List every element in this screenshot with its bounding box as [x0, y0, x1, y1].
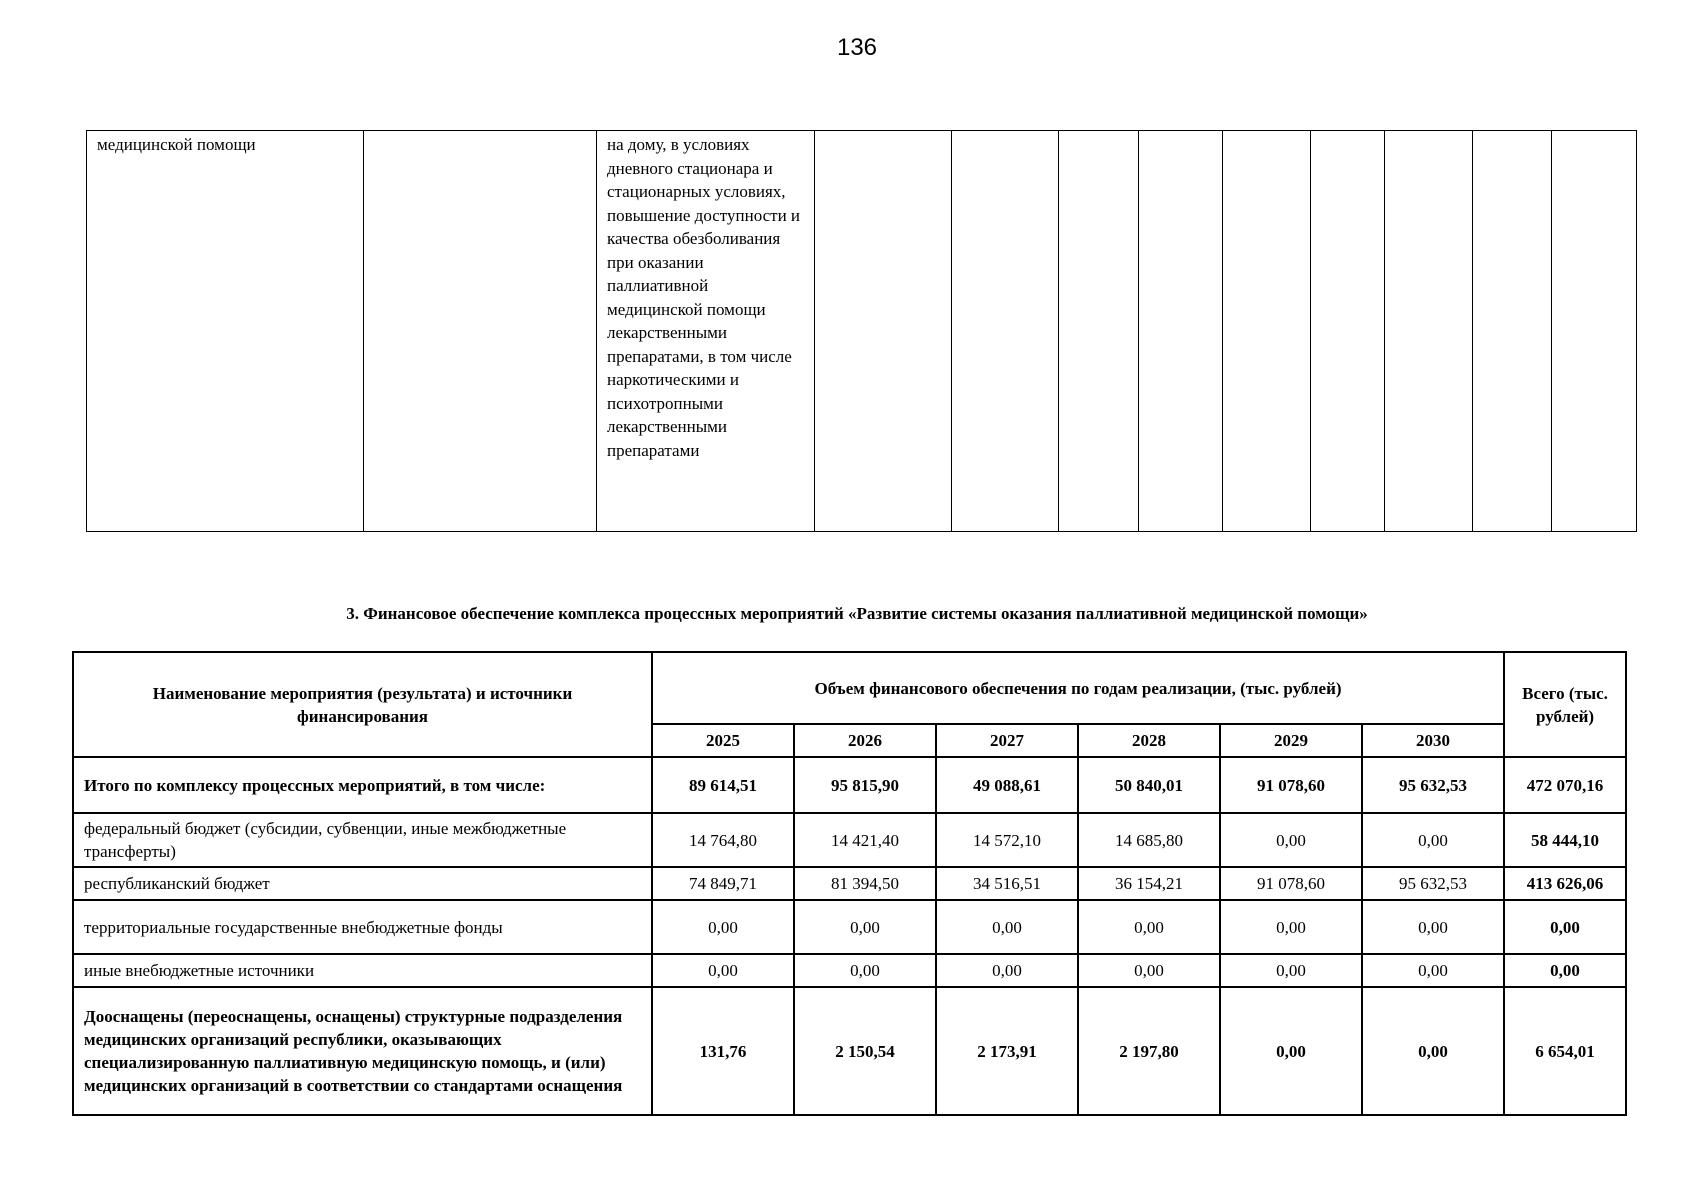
- row-value: 95 632,53: [1362, 867, 1504, 900]
- row-value: 0,00: [652, 954, 794, 987]
- table-row-equipment: [73, 987, 1626, 1115]
- row-name: федеральный бюджет (субсидии, субвенции, иные межбюджетные трансферты): [73, 813, 652, 867]
- continuation-empty-cell: [1139, 131, 1223, 532]
- row-value: 74 849,71: [652, 867, 794, 900]
- row-value: 36 154,21: [1078, 867, 1220, 900]
- page-number: 136: [836, 34, 878, 61]
- continuation-empty-cell: [1223, 131, 1311, 532]
- continuation-empty-cell: [1385, 131, 1473, 532]
- row-value: 91 078,60: [1220, 867, 1362, 900]
- continuation-empty-cell: [1552, 131, 1637, 532]
- row-value: 91 078,60: [1220, 757, 1362, 813]
- continuation-cell-1: медицинской помощи: [87, 131, 364, 532]
- row-value: 0,00: [1220, 954, 1362, 987]
- row-value: 131,76: [652, 987, 794, 1115]
- row-total: 0,00: [1504, 900, 1626, 954]
- row-name: территориальные государственные внебюджетные фонды: [73, 900, 652, 954]
- table-row-funds: [73, 900, 1626, 954]
- row-value: 14 685,80: [1078, 813, 1220, 867]
- continuation-empty-cell: [1311, 131, 1385, 532]
- row-value: 0,00: [1362, 813, 1504, 867]
- row-value: 0,00: [652, 900, 794, 954]
- continuation-empty-cell: [1473, 131, 1552, 532]
- row-value: 14 421,40: [794, 813, 936, 867]
- row-total: 6 654,01: [1504, 987, 1626, 1115]
- row-value: 95 632,53: [1362, 757, 1504, 813]
- row-name: иные внебюджетные источники: [73, 954, 652, 987]
- continuation-table: [86, 130, 1637, 532]
- continuation-empty-cell: [1059, 131, 1139, 532]
- table-row-federal: [73, 813, 1626, 867]
- row-value: 0,00: [1220, 813, 1362, 867]
- continuation-empty-cell: [952, 131, 1059, 532]
- financing-table: [72, 651, 1627, 1116]
- table-row-total: [73, 757, 1626, 813]
- row-value: 14 572,10: [936, 813, 1078, 867]
- row-total: 58 444,10: [1504, 813, 1626, 867]
- row-value: 2 150,54: [794, 987, 936, 1115]
- row-value: 81 394,50: [794, 867, 936, 900]
- header-total: Всего (тыс. рублей): [1504, 652, 1626, 757]
- row-total: 0,00: [1504, 954, 1626, 987]
- row-value: 0,00: [1362, 954, 1504, 987]
- table-row-republic: [73, 867, 1626, 900]
- table-row-other: [73, 954, 1626, 987]
- header-volume: Объем финансового обеспечения по годам реализации, (тыс. рублей): [652, 652, 1504, 724]
- header-year: 2028: [1078, 724, 1220, 757]
- row-value: 50 840,01: [1078, 757, 1220, 813]
- row-name: республиканский бюджет: [73, 867, 652, 900]
- row-value: 0,00: [1220, 900, 1362, 954]
- header-year: 2026: [794, 724, 936, 757]
- header-year: 2030: [1362, 724, 1504, 757]
- header-year: 2029: [1220, 724, 1362, 757]
- header-name: Наименование мероприятия (результата) и источники финансирования: [73, 652, 652, 757]
- header-year: 2027: [936, 724, 1078, 757]
- row-value: 2 197,80: [1078, 987, 1220, 1115]
- row-value: 0,00: [1078, 954, 1220, 987]
- row-value: 0,00: [1362, 900, 1504, 954]
- row-value: 0,00: [936, 954, 1078, 987]
- row-value: 34 516,51: [936, 867, 1078, 900]
- continuation-empty-cell: [815, 131, 952, 532]
- row-total: 413 626,06: [1504, 867, 1626, 900]
- row-value: 2 173,91: [936, 987, 1078, 1115]
- row-value: 0,00: [794, 954, 936, 987]
- row-value: 95 815,90: [794, 757, 936, 813]
- row-value: 14 764,80: [652, 813, 794, 867]
- row-value: 0,00: [794, 900, 936, 954]
- continuation-cell-3: на дому, в условиях дневного стационара и стационарных условиях, повышение доступности и качества обезболивания при оказании паллиативной медицинской помощи лекарственными препаратами, в том числе наркотическими и психотропными лекарственными препаратами: [597, 131, 815, 532]
- row-value: 49 088,61: [936, 757, 1078, 813]
- row-total: 472 070,16: [1504, 757, 1626, 813]
- row-name: Дооснащены (переоснащены, оснащены) структурные подразделения медицинских организаций республики, оказывающих специализированную паллиативную медицинскую помощь, и (или) медицинских организаций в соответствии со стандартами оснащения: [73, 987, 652, 1115]
- row-value: 89 614,51: [652, 757, 794, 813]
- row-value: 0,00: [1220, 987, 1362, 1115]
- header-row: [73, 652, 1626, 724]
- continuation-row: [87, 131, 1637, 532]
- row-value: 0,00: [1078, 900, 1220, 954]
- row-value: 0,00: [1362, 987, 1504, 1115]
- section-title: 3. Финансовое обеспечение комплекса процессных мероприятий «Развитие системы оказания паллиативной медицинской помощи»: [346, 604, 1368, 623]
- header-year: 2025: [652, 724, 794, 757]
- row-value: 0,00: [936, 900, 1078, 954]
- continuation-cell-2: [364, 131, 597, 532]
- row-name: Итого по комплексу процессных мероприятий, в том числе:: [73, 757, 652, 813]
